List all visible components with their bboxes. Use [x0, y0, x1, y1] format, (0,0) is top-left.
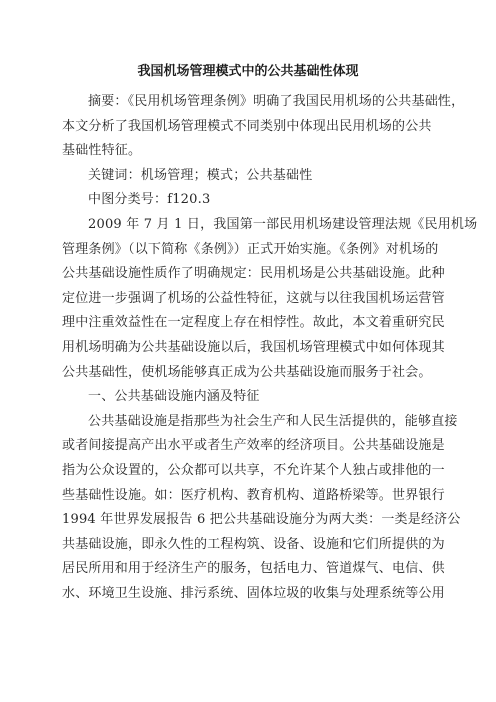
text-line: 些基础性设施。如：医疗机构、教育机构、道路桥梁等。世界银行 — [62, 487, 445, 503]
section-body-paragraph — [62, 410, 461, 607]
text-line: 共基础设施，即永久性的工程构筑、设备、设施和它们所提供的为 — [62, 536, 445, 552]
text-line: 1994 年世界发展报告 6 把公共基础设施分为两大类：一类是经济公 — [62, 512, 461, 528]
section-heading — [62, 385, 434, 410]
text-line: 理中注重效益性在一定程度上存在相悖性。故此，本文着重研究民 — [62, 315, 445, 331]
abstract-paragraph — [62, 90, 465, 164]
text-line: 关键词：机场管理；模式；公共基础性 — [88, 167, 313, 183]
classification-paragraph — [62, 188, 434, 213]
text-line: 定位进一步强调了机场的公益性特征，这就与以往我国机场运营管 — [62, 290, 445, 306]
text-line: 或者间接提高产出水平或者生产效率的经济项目。公共基础设施是 — [62, 438, 445, 454]
keywords-paragraph — [62, 164, 434, 189]
text-line: 公共基础设施性质作了明确规定：民用机场是公共基础设施。此种 — [62, 266, 445, 282]
text-line: 管理条例》（以下简称《条例》）正式开始实施。《条例》对机场的 — [62, 241, 439, 257]
intro-paragraph — [62, 213, 478, 385]
text-line: 指为公众设置的，公众都可以共享，不允许某个人独占或排他的一 — [62, 462, 445, 478]
text-line: 公共基础设施是指那些为社会生产和人民生活提供的，能够直接 — [88, 413, 458, 429]
text-line: 中图分类号：f120.3 — [88, 192, 211, 208]
text-line: 本文分析了我国机场管理模式不同类别中体现出民用机场的公共 — [62, 118, 432, 134]
text-line: 水、环境卫生设施、排污系统、固体垃圾的收集与处理系统等公用 — [62, 585, 445, 601]
document-body — [62, 90, 478, 606]
text-line: 用机场明确为公共基础设施以后，我国机场管理模式中如何体现其 — [62, 339, 445, 355]
document-title: 我国机场管理模式中的公共基础性体现 — [137, 64, 359, 79]
text-line: 2009 年 7 月 1 日，我国第一部民用机场建设管理法规《民用机场 — [88, 216, 478, 232]
text-line: 居民所用和用于经济生产的服务，包括电力、管道煤气、电信、供 — [62, 561, 445, 577]
text-line: 一、公共基础设施内涵及特征 — [88, 389, 260, 405]
text-line: 公共基础性，使机场能够真正成为公共基础设施而服务于社会。 — [62, 364, 432, 380]
text-line: 摘要：《民用机场管理条例》明确了我国民用机场的公共基础性， — [88, 94, 465, 109]
text-line: 基础性特征。 — [62, 143, 142, 159]
